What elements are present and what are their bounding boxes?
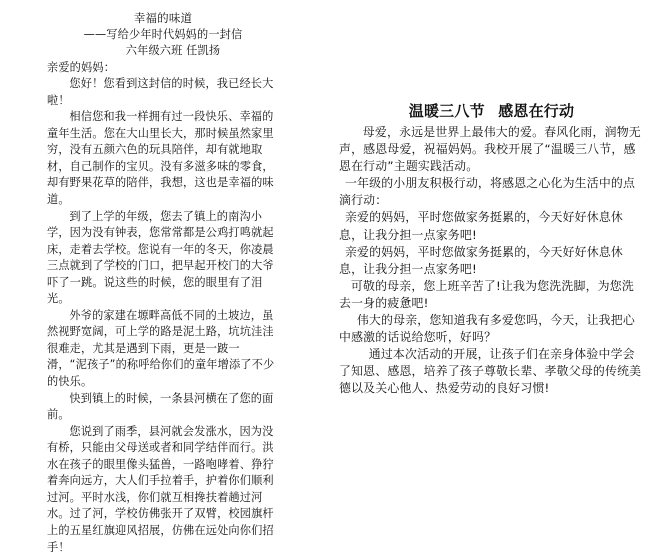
article-paragraph: 亲爱的妈妈，平时您做家务挺累的，今天好好休息休息，让我分担一点家务吧! xyxy=(339,210,624,242)
article-paragraph: 一年级的小朋友积极行动，将感恩之心化为生活中的点滴行动： xyxy=(339,176,636,208)
letter-salutation: 亲爱的妈妈： xyxy=(47,60,116,74)
letter-paragraph: 到了上学的年级，您去了镇上的南沟小学，因为没有钟表，您常常都是公鸡打鸣就起床，走着去学校。您说有一年的冬天，你凌晨三点就到了学校的门口，把早起开校门的大爷吓了一跳。说这些的时候，您的眼里有了泪光。 xyxy=(47,209,274,306)
letter-paragraph: 您说到了雨季，县河就会发涨水，因为没有桥，只能由父母送或者和同学结伴而行。洪水在孩子的眼里像头猛兽，一路咆哮着、狰狞着奔向远方，大人们手拉着手，护着你们顺利过河。平时水浅，你们就互相搀扶着趟过河水。过了河，学校仿佛张开了双臂，校园旗杆上的五星红旗迎风招展，仿佛在远处向你们招手！ xyxy=(47,424,274,554)
letter-subtitle: ——写给少年时代妈妈的一封信 xyxy=(83,27,243,41)
article-paragraph: 伟大的母亲，您知道我有多爱您吗，今天，让我把心中感激的话说给您听，好吗？ xyxy=(339,313,635,345)
letter-author: 六年级六班 任凯扬 xyxy=(125,44,221,58)
article-paragraph: 可敬的母亲，您上班辛苦了!让我为您洗洗脚，为您洗去一身的疲惫吧! xyxy=(339,278,634,310)
article-paragraph: 母爱，永远是世界上最伟大的爱。春风化雨，润物无声，感恩母爱，祝福妈妈。我校开展了“温暖三八节，感恩在行动”主题实践活动。 xyxy=(339,125,641,174)
article-title: 温暖三八节 感恩在行动 xyxy=(408,102,575,120)
article-paragraph: 通过本次活动的开展，让孩子们在亲身体验中学会了知恩、感恩，培养了孩子尊敬长辈、孝敬父母的传统美德以及关心他人、热爱劳动的良好习惯! xyxy=(339,347,642,396)
letter-paragraph: 快到镇上的时候，一条县河横在了您的面前。 xyxy=(47,391,274,422)
letter-paragraph: 相信您和我一样拥有过一段快乐、幸福的童年生活。您在大山里长大，那时候虽然家里穷，没有五颜六色的玩具陪伴，却有就地取材，自己制作的宝贝。没有多滋多味的零食，却有野果花草的陪伴，我想，这也是幸福的味道。 xyxy=(47,110,274,207)
letter-column xyxy=(47,10,279,556)
article-paragraph: 亲爱的妈妈，平时您做家务挺累的，今天好好休息休息，让我分担一点家务吧! xyxy=(339,244,624,276)
letter-paragraph: 外爷的家建在塬畔高低不同的土坡边，虽然视野宽阔，可上学的路是泥土路，坑坑洼洼很难走，尤其是遇到下雨，更是一跛一滑，“泥孩子”的称呼给你们的童年增添了不少的快乐。 xyxy=(47,308,275,389)
article-column xyxy=(339,100,644,398)
letter-paragraph: 您好！您看到这封信的时候，我已经长大啦！ xyxy=(47,77,274,107)
letter-title: 幸福的味道 xyxy=(133,11,193,25)
